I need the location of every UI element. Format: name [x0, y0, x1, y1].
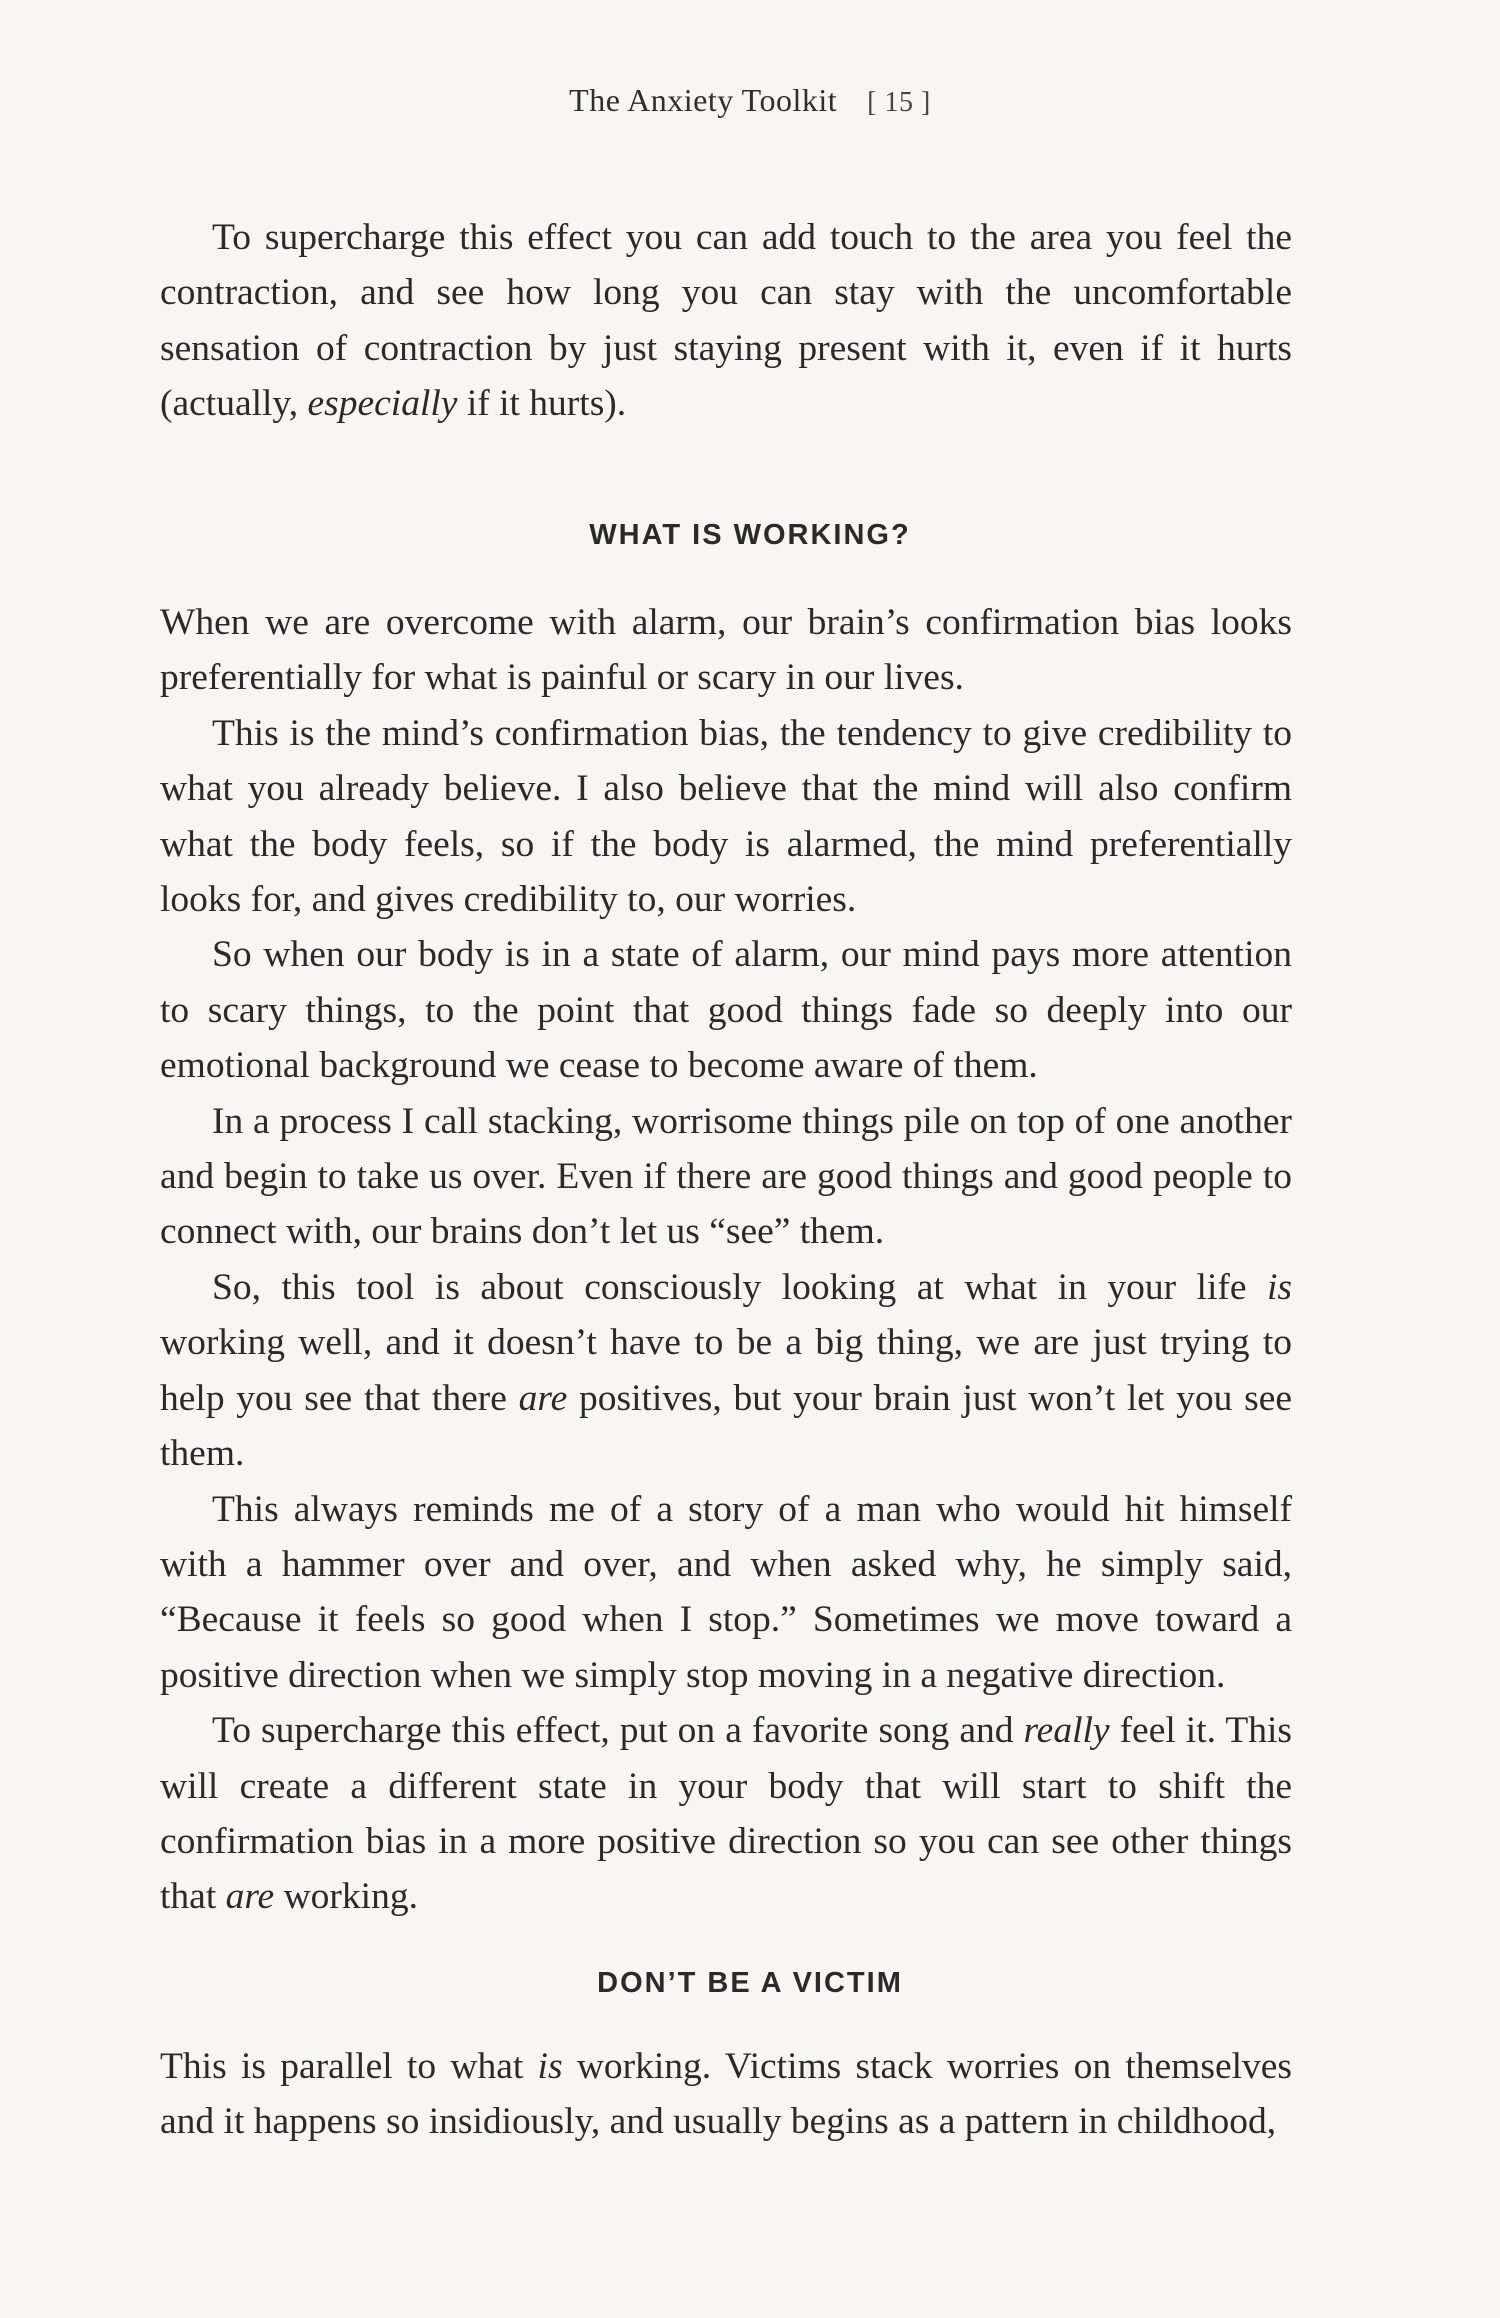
page-number: [ 15 ]	[867, 87, 931, 118]
section-heading-what-is-working: WHAT IS WORKING?	[589, 519, 911, 551]
book-title: The Anxiety Toolkit	[569, 82, 838, 118]
paragraph: This is parallel to what is working. Victims stack worries on themselves and it happens so insidiously, and usually begins as a pattern in childhood,	[160, 2046, 1292, 2143]
paragraph: This is the mind’s confirmation bias, the tendency to give credibility to what you already believe. I also believe that the mind will also confirm what the body feels, so if the body is alarmed, the mind preferentially looks for, and gives credibility to, our worries.	[160, 712, 1292, 921]
paragraph: So, this tool is about consciously looking at what in your life is working well, and it doesn’t have to be a big thing, we are just trying to help you see that there are positives, but your brain just won’t let you see them.	[160, 1266, 1292, 1475]
paragraph: So when our body is in a state of alarm, our mind pays more attention to scary things, to the point that good things fade so deeply into our emotional background we cease to become aware of them.	[160, 934, 1292, 1087]
section-heading-dont-be-a-victim: DON’T BE A VICTIM	[597, 1967, 903, 1999]
paragraph: To supercharge this effect you can add touch to the area you feel the contraction, and see how long you can stay with the uncomfortable sensation of contraction by just staying present with it, even if it hurts (actually, especially if it hurts).	[160, 217, 1292, 425]
dont-be-a-victim-text-block	[160, 2039, 1292, 2150]
intro-text-block	[160, 210, 1292, 432]
paragraph: To supercharge this effect, put on a favorite song and really feel it. This will create a different state in your body that will start to shift the confirmation bias in a more positive direction so you can see other things that are working.	[160, 1710, 1292, 1918]
paragraph: This always reminds me of a story of a man who would hit himself with a hammer over and over, and when asked why, he simply said, “Because it feels so good when I stop.” Sometimes we move toward a positive direction when we simply stop moving in a negative direction.	[160, 1488, 1292, 1696]
what-is-working-text-block	[160, 595, 1292, 1925]
paragraph: In a process I call stacking, worrisome things pile on top of one another and begin to take us over. Even if there are good things and good people to connect with, our brains don’t let us “see” them.	[160, 1100, 1292, 1253]
paragraph: When we are overcome with alarm, our brain’s confirmation bias looks preferentially for what is painful or scary in our lives.	[160, 602, 1292, 699]
running-header	[0, 82, 1500, 119]
